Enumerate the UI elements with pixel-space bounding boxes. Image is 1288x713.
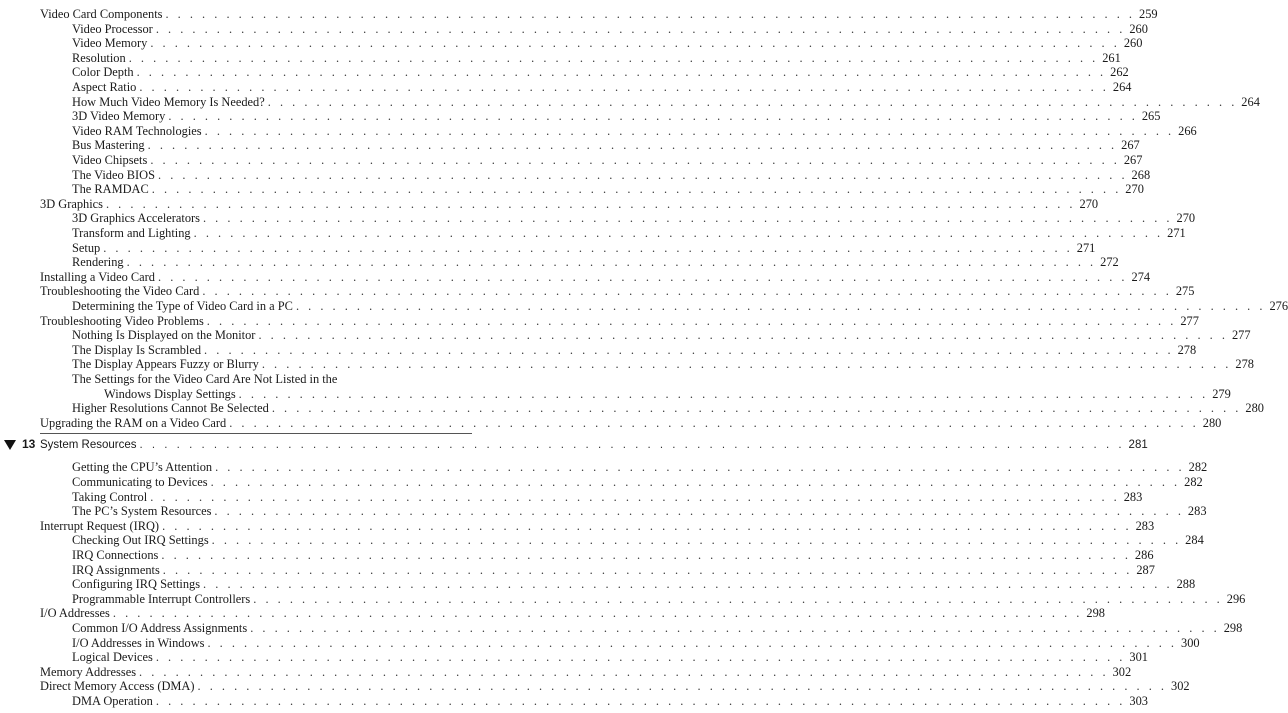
toc-entry[interactable] xyxy=(40,313,1199,329)
toc-entry-title: Programmable Interrupt Controllers xyxy=(72,591,251,606)
toc-entry[interactable] xyxy=(40,518,1155,534)
toc-page-number: 280 xyxy=(1245,401,1264,416)
toc-entry-title: Memory Addresses xyxy=(40,664,137,679)
dot-leader: . . . . . . . . . . . . . . . . . . . . . . . . . . . . . . . . . . . . . . . . . . . . . . . . . . . . . . . . . . . . . . . . . . . . . . . . . . . . . . . . xyxy=(210,475,1181,489)
dot-leader: . . . . . . . . . . . . . . . . . . . . . . . . . . . . . . . . . . . . . . . . . . . . . . . . . . . . . . . . . . . . . . . . . . . . . . . . . . . . . . . . xyxy=(158,167,1128,182)
dot-leader: . . . . . . . . . . . . . . . . . . . . . . . . . . . . . . . . . . . . . . . . . . . . . . . . . . . . . . . . . . . . . . . . . . . . . . . . . . . . . . . . xyxy=(155,21,1126,36)
toc-entry-title: The Settings for the Video Card Are Not Listed in the xyxy=(72,372,338,386)
toc-page-number: 283 xyxy=(1123,489,1143,504)
toc-entry-title: The Display Is Scrambled xyxy=(72,342,202,357)
toc-page-number: 298 xyxy=(1086,606,1105,621)
toc-entry[interactable] xyxy=(72,328,1251,343)
dot-leader: . . . . . . . . . . . . . . . . . . . . . . . . . . . . . . . . . . . . . . . . . . . . . . . . . . . . . . . . . . . . . . . . . . . . . . . . . . . . . . . . xyxy=(158,269,1128,284)
dot-leader: . . . . . . . . . . . . . . . . . . . . . . . . . . . . . . . . . . . . . . . . . . . . . . . . . . . . . . . . . . . . . . . . . . . . . . . . . . . . . . . . xyxy=(139,439,1125,452)
toc-page-number: 298 xyxy=(1223,621,1243,635)
toc-page-number: 267 xyxy=(1121,138,1140,153)
dot-leader: . . . . . . . . . . . . . . . . . . . . . . . . . . . . . . . . . . . . . . . . . . . . . . . . . . . . . . . . . . . . . . . . . . . . . . . . . . . . . . . . xyxy=(162,562,1133,577)
dot-leader: . . . . . . . . . . . . . . . . . . . . . . . . . . . . . . . . . . . . . . . . . . . . . . . . . . . . . . . . . . . . . . . . . . . . . . . . . . . . . . . . xyxy=(197,679,1168,694)
toc-entry-title: I/O Addresses xyxy=(40,606,110,621)
dot-leader: . . . . . . . . . . . . . . . . . . . . . . . . . . . . . . . . . . . . . . . . . . . . . . . . . . . . . . . . . . . . . . . . . . . . . . . . . . . . . . . . xyxy=(105,196,1076,211)
toc-page-number: 302 xyxy=(1112,664,1132,679)
toc-entry[interactable] xyxy=(72,357,1254,372)
toc-entry-title: Checking Out IRQ Settings xyxy=(72,533,209,548)
toc-entry-title: Windows Display Settings xyxy=(104,386,236,401)
chapter-heading[interactable] xyxy=(40,438,1148,453)
toc-page-number: 302 xyxy=(1171,679,1190,694)
toc-entry[interactable] xyxy=(72,240,1096,256)
toc-entry-title: 3D Graphics xyxy=(40,196,103,211)
toc-entry[interactable] xyxy=(40,664,1132,680)
toc-page-number: 286 xyxy=(1134,548,1154,562)
dot-leader: . . . . . . . . . . . . . . . . . . . . . . . . . . . . . . . . . . . . . . . . . . . . . . . . . . . . . . . . . . . . . . . . . . . . . . . . . . . . . . . . xyxy=(128,50,1099,65)
toc-page-number: 277 xyxy=(1231,328,1251,343)
dot-leader: . . . . . . . . . . . . . . . . . . . . . . . . . . . . . . . . . . . . . . . . . . . . . . . . . . . . . . . . . . . . . . . . . . . . . . . . . . . . . . . . xyxy=(215,460,1185,475)
toc-page-number: 272 xyxy=(1100,255,1119,270)
toc-entry[interactable] xyxy=(40,415,1222,431)
dot-leader: . . . . . . . . . . . . . . . . . . . . . . . . . . . . . . . . . . . . . . . . . . . . . . . . . . . . . . . . . . . . . . . . . . . . . . . . . . . . . . . . xyxy=(204,123,1175,138)
toc-page-number: 259 xyxy=(1139,7,1158,21)
toc-page-number: 267 xyxy=(1123,153,1143,167)
toc-entry-title: The PC’s System Resources xyxy=(72,504,212,519)
toc-entry-title: Video Card Components xyxy=(40,7,163,21)
toc-entry[interactable] xyxy=(40,7,1158,22)
toc-page-number: 282 xyxy=(1184,475,1203,489)
dot-leader: . . . . . . . . . . . . . . . . . . . . . . . . . . . . . . . . . . . . . . . . . . . . . . . . . . . . . . . . . . . . . . . . . . . . . . . . . . . . . . . . xyxy=(150,153,1120,167)
dot-leader: . . . . . . . . . . . . . . . . . . . . . . . . . . . . . . . . . . . . . . . . . . . . . . . . . . . . . . . . . . . . . . . . . . . . . . . . . . . . . . . . xyxy=(150,489,1120,504)
chapter-divider xyxy=(40,433,472,434)
toc-entry-title: Video Memory xyxy=(72,36,148,51)
toc-entry[interactable] xyxy=(72,211,1196,226)
toc-page-number: 301 xyxy=(1129,650,1148,665)
dot-leader: . . . . . . . . . . . . . . . . . . . . . . . . . . . . . . . . . . . . . . . . . . . . . . . . . . . . . . . . . . . . . . . . . . . . . . . . . . . . . . . . xyxy=(150,36,1120,51)
toc-page-number: 282 xyxy=(1188,460,1208,475)
dot-leader: . . . . . . . . . . . . . . . . . . . . . . . . . . . . . . . . . . . . . . . . . . . . . . . . . . . . . . . . . . . . . . . . . . . . . . . . . . . . . . . . xyxy=(165,7,1135,21)
toc-page-number: 271 xyxy=(1167,226,1186,240)
dot-leader: . . . . . . . . . . . . . . . . . . . . . . . . . . . . . . . . . . . . . . . . . . . . . . . . . . . . . . . . . . . . . . . . . . . . . . . . . . . . . . . . xyxy=(267,94,1238,109)
toc-page-number: 284 xyxy=(1185,533,1204,548)
toc-entry-title: IRQ Assignments xyxy=(72,562,160,577)
toc-page-number: 278 xyxy=(1235,357,1254,372)
dot-leader: . . . . . . . . . . . . . . . . . . . . . . . . . . . . . . . . . . . . . . . . . . . . . . . . . . . . . . . . . . . . . . . . . . . . . . . . . . . . . . . . xyxy=(202,211,1173,226)
toc-entry[interactable] xyxy=(72,65,1129,80)
toc-page-number: 265 xyxy=(1141,109,1161,124)
toc-entry[interactable] xyxy=(72,167,1151,183)
toc-entry[interactable] xyxy=(72,182,1144,197)
toc-entry[interactable] xyxy=(72,123,1197,139)
toc-page-number: 276 xyxy=(1269,299,1288,313)
toc-entry-title: 3D Graphics Accelerators xyxy=(72,211,200,226)
dot-leader: . . . . . . . . . . . . . . . . . . . . . . . . . . . . . . . . . . . . . . . . . . . . . . . . . . . . . . . . . . . . . . . . . . . . . . . . . . . . . . . . xyxy=(203,577,1173,592)
toc-entry-title: Determining the Type of Video Card in a PC xyxy=(72,299,293,313)
toc-entry-title: Nothing Is Displayed on the Monitor xyxy=(72,328,256,343)
toc-entry[interactable] xyxy=(72,650,1148,665)
dot-leader: . . . . . . . . . . . . . . . . . . . . . . . . . . . . . . . . . . . . . . . . . . . . . . . . . . . . . . . . . . . . . . . . . . . . . . . . . . . . . . . . xyxy=(139,80,1109,94)
dot-leader: . . . . . . . . . . . . . . . . . . . . . . . . . . . . . . . . . . . . . . . . . . . . . . . . . . . . . . . . . . . . . . . . . . . . . . . . . . . . . . . . xyxy=(261,357,1232,372)
toc-entry-title: Troubleshooting Video Problems xyxy=(40,313,204,328)
toc-entry-title: Resolution xyxy=(72,50,126,65)
toc-entry[interactable] xyxy=(72,138,1140,153)
toc-entry[interactable] xyxy=(72,475,1203,490)
toc-entry-title: Video Chipsets xyxy=(72,153,148,167)
toc-entry-title: Interrupt Request (IRQ) xyxy=(40,518,160,533)
dot-leader: . . . . . . . . . . . . . . . . . . . . . . . . . . . . . . . . . . . . . . . . . . . . . . . . . . . . . . . . . . . . . . . . . . . . . . . . . . . . . . . . xyxy=(271,401,1242,416)
toc-entry-title: Upgrading the RAM on a Video Card xyxy=(40,415,227,430)
dot-leader: . . . . . . . . . . . . . . . . . . . . . . . . . . . . . . . . . . . . . . . . . . . . . . . . . . . . . . . . . . . . . . . . . . . . . . . . . . . . . . . . xyxy=(103,240,1073,255)
dot-leader: . . . . . . . . . . . . . . . . . . . . . . . . . . . . . . . . . . . . . . . . . . . . . . . . . . . . . . . . . . . . . . . . . . . . . . . . . . . . . . . . xyxy=(162,518,1132,533)
toc-entry-title: I/O Addresses in Windows xyxy=(72,635,205,650)
toc-entry[interactable] xyxy=(72,591,1246,607)
triangle-down-icon xyxy=(4,440,16,450)
toc-entry[interactable] xyxy=(72,621,1243,636)
dot-leader: . . . . . . . . . . . . . . . . . . . . . . . . . . . . . . . . . . . . . . . . . . . . . . . . . . . . . . . . . . . . . . . . . . . . . . . . . . . . . . . . xyxy=(155,694,1126,708)
toc-entry-title: Communicating to Devices xyxy=(72,475,208,489)
toc-page-number: 260 xyxy=(1123,36,1143,51)
toc-entry[interactable] xyxy=(72,562,1155,578)
toc-entry-title: 3D Video Memory xyxy=(72,109,166,124)
toc-entry-title: System Resources xyxy=(40,439,137,452)
toc-entry-title: DMA Operation xyxy=(72,694,153,708)
dot-leader: . . . . . . . . . . . . . . . . . . . . . . . . . . . . . . . . . . . . . . . . . . . . . . . . . . . . . . . . . . . . . . . . . . . . . . . . . . . . . . . . xyxy=(207,635,1177,650)
toc-entry-title: Video RAM Technologies xyxy=(72,123,202,138)
toc-entry-title: Taking Control xyxy=(72,489,148,504)
toc-entry[interactable] xyxy=(72,489,1143,505)
dot-leader: . . . . . . . . . . . . . . . . . . . . . . . . . . . . . . . . . . . . . . . . . . . . . . . . . . . . . . . . . . . . . . . . . . . . . . . . . . . . . . . . xyxy=(151,182,1122,197)
toc-page-number: 303 xyxy=(1129,694,1148,708)
toc-page-number: 278 xyxy=(1177,342,1197,357)
dot-leader: . . . . . . . . . . . . . . . . . . . . . . . . . . . . . . . . . . . . . . . . . . . . . . . . . . . . . . . . . . . . . . . . . . . . . . . . . . . . . . . . xyxy=(139,664,1109,679)
toc-page-number: 280 xyxy=(1202,415,1222,430)
toc-entry[interactable] xyxy=(104,386,1231,402)
dot-leader: . . . . . . . . . . . . . . . . . . . . . . . . . . . . . . . . . . . . . . . . . . . . . . . . . . . . . . . . . . . . . . . . . . . . . . . . . . . . . . . . xyxy=(193,226,1164,240)
toc-entry[interactable] xyxy=(72,635,1200,651)
toc-page-number: 266 xyxy=(1178,123,1197,138)
dot-leader: . . . . . . . . . . . . . . . . . . . . . . . . . . . . . . . . . . . . . . . . . . . . . . . . . . . . . . . . . . . . . . . . . . . . . . . . . . . . . . . . xyxy=(253,591,1223,606)
toc-page-number: 288 xyxy=(1176,577,1196,592)
chapter-marker xyxy=(4,437,35,452)
toc-entry[interactable] xyxy=(72,694,1148,709)
toc-entry-title: Troubleshooting the Video Card xyxy=(40,284,200,299)
toc-page-number: 281 xyxy=(1128,439,1148,452)
toc-entry-title: Rendering xyxy=(72,255,124,270)
toc-page-number: 270 xyxy=(1125,182,1144,197)
toc-entry[interactable] xyxy=(72,299,1288,314)
toc-entry-title: The Video BIOS xyxy=(72,167,156,182)
toc-entry[interactable] xyxy=(40,196,1099,212)
toc-page-number: 271 xyxy=(1076,240,1096,255)
toc-entry[interactable] xyxy=(40,606,1105,621)
toc-entry[interactable] xyxy=(72,36,1143,51)
dot-leader: . . . . . . . . . . . . . . . . . . . . . . . . . . . . . . . . . . . . . . . . . . . . . . . . . . . . . . . . . . . . . . . . . . . . . . . . . . . . . . . . xyxy=(155,650,1126,665)
chapter-number: 13 xyxy=(22,437,36,452)
dot-leader: . . . . . . . . . . . . . . . . . . . . . . . . . . . . . . . . . . . . . . . . . . . . . . . . . . . . . . . . . . . . . . . . . . . . . . . . . . . . . . . . xyxy=(202,284,1172,299)
toc-page-number: 270 xyxy=(1079,196,1099,211)
dot-leader: . . . . . . . . . . . . . . . . . . . . . . . . . . . . . . . . . . . . . . . . . . . . . . . . . . . . . . . . . . . . . . . . . . . . . . . . . . . . . . . . xyxy=(211,533,1182,548)
toc-entry[interactable] xyxy=(72,255,1119,270)
toc-entry-title: Color Depth xyxy=(72,65,134,80)
toc-entry-title: Getting the CPU’s Attention xyxy=(72,460,213,475)
toc-entry[interactable] xyxy=(72,533,1204,548)
toc-entry-title: The Display Appears Fuzzy or Blurry xyxy=(72,357,259,372)
toc-page-number: 296 xyxy=(1226,591,1246,606)
toc-entry[interactable] xyxy=(72,372,470,387)
toc-page-number: 270 xyxy=(1176,211,1196,226)
toc-page-number: 260 xyxy=(1129,21,1148,36)
toc-page-number: 264 xyxy=(1112,80,1132,94)
toc-entry-title: Installing a Video Card xyxy=(40,269,155,284)
toc-entry-title: Aspect Ratio xyxy=(72,80,137,94)
toc-entry-title: Logical Devices xyxy=(72,650,153,665)
toc-page-number: 277 xyxy=(1180,313,1199,328)
toc-page-number: 283 xyxy=(1135,518,1155,533)
dot-leader: . . . . . . . . . . . . . . . . . . . . . . . . . . . . . . . . . . . . . . . . . . . . . . . . . . . . . . . . . . . . . . . . . . . . . . . . . . . . . . . . xyxy=(229,415,1199,430)
dot-leader: . . . . . . . . . . . . . . . . . . . . . . . . . . . . . . . . . . . . . . . . . . . . . . . . . . . . . . . . . . . . . . . . . . . . . . . . . . . . . . . . xyxy=(161,548,1131,562)
toc-entry-title: Setup xyxy=(72,240,101,255)
dot-leader: . . . . . . . . . . . . . . . . . . . . . . . . . . . . . . . . . . . . . . . . . . . . . . . . . . . . . . . . . . . . . . . . . . . . . . . . . . . . . . . . xyxy=(136,65,1107,80)
dot-leader: . . . . . . . . . . . . . . . . . . . . . . . . . . . . . . . . . . . . . . . . . . . . . . . . . . . . . . . . . . . . . . . . . . . . . . . . . . . . . . . . xyxy=(112,606,1083,621)
toc-entry[interactable] xyxy=(40,269,1151,285)
toc-page-number: 264 xyxy=(1241,94,1260,109)
dot-leader: . . . . . . . . . . . . . . . . . . . . . . . . . . . . . . . . . . . . . . . . . . . . . . . . . . . . . . . . . . . . . . . . . . . . . . . . . . . . . . . . xyxy=(258,328,1228,343)
toc-entry[interactable] xyxy=(72,109,1161,124)
toc-page-number: 268 xyxy=(1131,167,1151,182)
toc-entry[interactable] xyxy=(72,21,1148,37)
toc-entry[interactable] xyxy=(72,460,1208,475)
toc-entry[interactable] xyxy=(72,548,1154,563)
toc-page-number: 274 xyxy=(1131,269,1151,284)
dot-leader: . . . . . . . . . . . . . . . . . . . . . . . . . . . . . . . . . . . . . . . . . . . . . . . . . . . . . . . . . . . . . . . . . . . . . . . . . . . . . . . . xyxy=(206,313,1177,328)
toc-page-number: 287 xyxy=(1136,562,1155,577)
toc-entry[interactable] xyxy=(72,342,1197,358)
toc-page-number: 279 xyxy=(1212,386,1231,401)
toc-entry[interactable] xyxy=(40,679,1190,694)
toc-page-number: 300 xyxy=(1181,635,1200,650)
toc-entry[interactable] xyxy=(72,80,1132,95)
toc-entry-title: Bus Mastering xyxy=(72,138,145,153)
toc-entry[interactable] xyxy=(72,94,1260,110)
dot-leader: . . . . . . . . . . . . . . . . . . . . . . . . . . . . . . . . . . . . . . . . . . . . . . . . . . . . . . . . . . . . . . . . . . . . . . . . . . . . . . . . xyxy=(238,386,1209,401)
toc-entry-title: Configuring IRQ Settings xyxy=(72,577,201,592)
toc-entry-title: How Much Video Memory Is Needed? xyxy=(72,94,265,109)
dot-leader: . . . . . . . . . . . . . . . . . . . . . . . . . . . . . . . . . . . . . . . . . . . . . . . . . . . . . . . . . . . . . . . . . . . . . . . . . . . . . . . . xyxy=(126,255,1097,270)
toc-entry-title: Common I/O Address Assignments xyxy=(72,621,248,635)
toc-entry[interactable] xyxy=(72,50,1121,66)
toc-page-number: 262 xyxy=(1110,65,1129,80)
toc-entry[interactable] xyxy=(72,504,1207,519)
dot-leader: . . . . . . . . . . . . . . . . . . . . . . . . . . . . . . . . . . . . . . . . . . . . . . . . . . . . . . . . . . . . . . . . . . . . . . . . . . . . . . . . xyxy=(147,138,1118,153)
toc-entry[interactable] xyxy=(72,153,1143,168)
dot-leader: . . . . . . . . . . . . . . . . . . . . . . . . . . . . . . . . . . . . . . . . . . . . . . . . . . . . . . . . . . . . . . . . . . . . . . . . . . . . . . . . xyxy=(204,342,1174,357)
toc-entry[interactable] xyxy=(40,284,1195,299)
toc-page-number: 275 xyxy=(1175,284,1195,299)
toc-entry-title: Higher Resolutions Cannot Be Selected xyxy=(72,401,269,416)
dot-leader: . . . . . . . . . . . . . . . . . . . . . . . . . . . . . . . . . . . . . . . . . . . . . . . . . . . . . . . . . . . . . . . . . . . . . . . . . . . . . . . . xyxy=(168,109,1138,124)
toc-entry-title: Transform and Lighting xyxy=(72,226,191,240)
dot-leader: . . . . . . . . . . . . . . . . . . . . . . . . . . . . . . . . . . . . . . . . . . . . . . . . . . . . . . . . . . . . . . . . . . . . . . . . . . . . . . . . xyxy=(250,621,1220,635)
toc-entry[interactable] xyxy=(72,226,1186,241)
toc-entry[interactable] xyxy=(72,577,1196,592)
toc-entry-title: The RAMDAC xyxy=(72,182,149,197)
toc-entry-title: IRQ Connections xyxy=(72,548,159,562)
toc-page-number: 261 xyxy=(1102,50,1121,65)
toc-entry-title: Direct Memory Access (DMA) xyxy=(40,679,195,694)
toc-entry-title: Video Processor xyxy=(72,21,153,36)
toc-entry[interactable] xyxy=(72,401,1264,416)
dot-leader: . . . . . . . . . . . . . . . . . . . . . . . . . . . . . . . . . . . . . . . . . . . . . . . . . . . . . . . . . . . . . . . . . . . . . . . . . . . . . . . . xyxy=(214,504,1184,519)
dot-leader: . . . . . . . . . . . . . . . . . . . . . . . . . . . . . . . . . . . . . . . . . . . . . . . . . . . . . . . . . . . . . . . . . . . . . . . . . . . . . . . . xyxy=(295,299,1266,313)
toc-page-number: 283 xyxy=(1187,504,1207,519)
